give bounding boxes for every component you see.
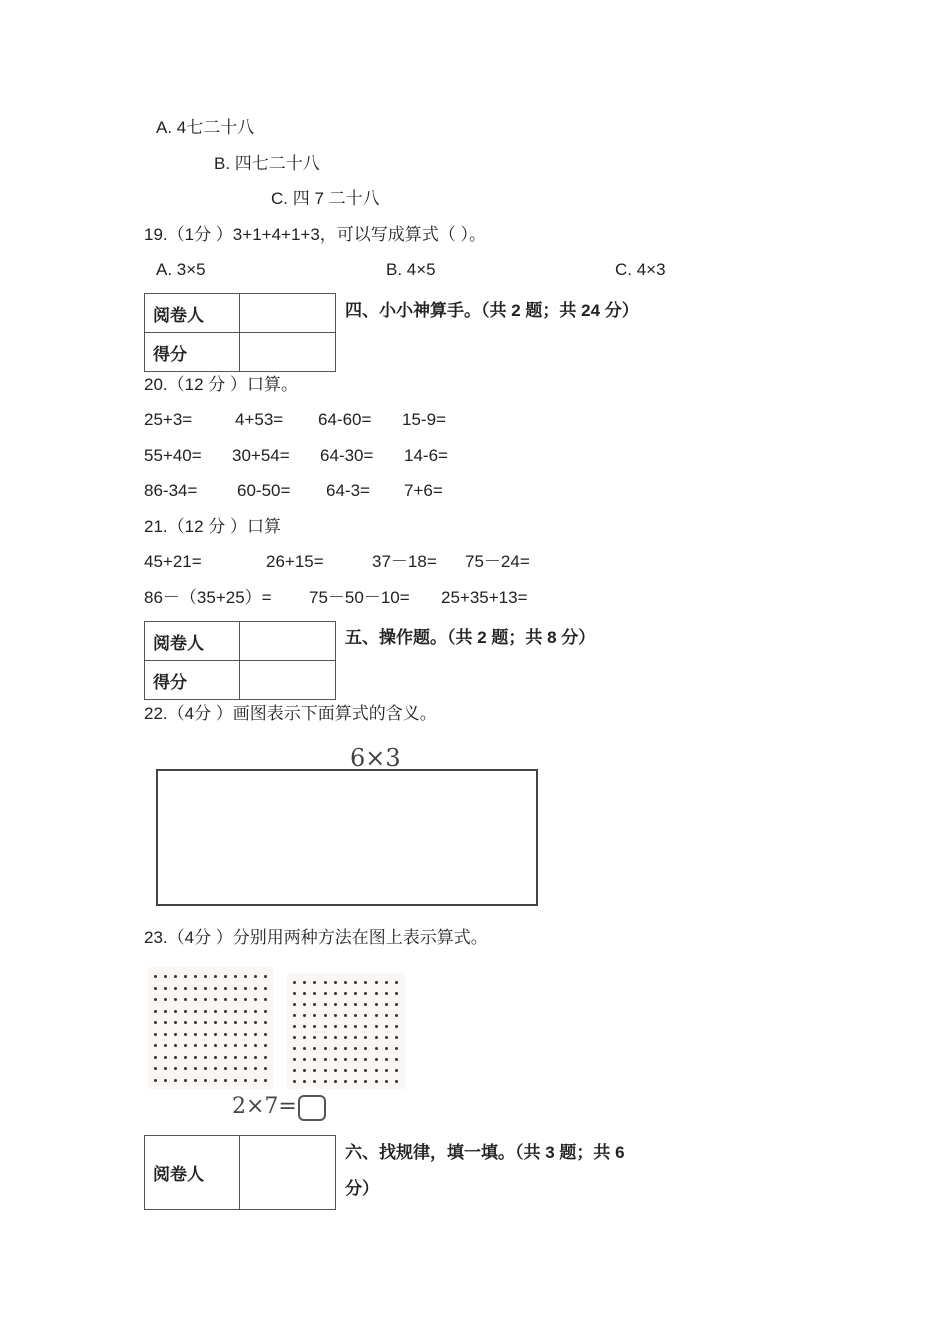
dot	[344, 992, 347, 995]
dot	[324, 981, 327, 984]
score-table	[144, 293, 336, 372]
dot-grid-left[interactable]	[148, 967, 273, 1089]
q20-item: 64-3=	[326, 481, 370, 500]
dot	[303, 1047, 306, 1050]
dot	[313, 992, 316, 995]
dot	[344, 1025, 347, 1028]
dot	[174, 1056, 177, 1059]
reviewer-cell	[240, 622, 336, 661]
q20-item: 86-34=	[144, 481, 198, 500]
dot	[204, 1021, 207, 1024]
dot	[244, 1021, 247, 1024]
dot-grid-right[interactable]	[287, 973, 405, 1089]
dot	[204, 975, 207, 978]
dot	[395, 992, 398, 995]
dot	[385, 1025, 388, 1028]
dot	[234, 975, 237, 978]
dot	[204, 1010, 207, 1013]
dot	[154, 1044, 157, 1047]
dot	[293, 1047, 296, 1050]
dot	[354, 1080, 357, 1083]
dot	[154, 975, 157, 978]
dot	[194, 987, 197, 990]
dot	[364, 1003, 367, 1006]
q22-stem: 22.（4分 ）画图表示下面算式的含义。	[144, 704, 437, 723]
q21-item: 45+21=	[144, 552, 202, 571]
dot	[174, 1010, 177, 1013]
dot	[234, 1010, 237, 1013]
dot	[204, 1067, 207, 1070]
dot	[204, 1079, 207, 1082]
q21-item: 37－18=	[372, 552, 437, 571]
q20-item: 64-60=	[318, 410, 372, 429]
dot	[364, 1080, 367, 1083]
dot	[254, 1021, 257, 1024]
dot	[224, 987, 227, 990]
dot	[385, 992, 388, 995]
dot	[364, 992, 367, 995]
reviewer-label: 阅卷人	[145, 622, 240, 661]
dot	[234, 1021, 237, 1024]
dot	[214, 998, 217, 1001]
dot	[224, 1067, 227, 1070]
dot	[254, 987, 257, 990]
dot	[324, 1058, 327, 1061]
dot	[224, 1044, 227, 1047]
dot	[324, 1047, 327, 1050]
dot	[375, 1080, 378, 1083]
dot	[194, 998, 197, 1001]
dot	[174, 975, 177, 978]
q21-item: 26+15=	[266, 552, 324, 571]
dot	[324, 1069, 327, 1072]
dot	[385, 1047, 388, 1050]
q20-item: 15-9=	[402, 410, 446, 429]
dot	[364, 1036, 367, 1039]
dot	[303, 981, 306, 984]
q21-item: 75－50－10=	[309, 588, 410, 607]
dot	[354, 1047, 357, 1050]
dot	[224, 975, 227, 978]
dot	[303, 1036, 306, 1039]
q20-item: 4+53=	[235, 410, 284, 429]
dot	[164, 1044, 167, 1047]
dot	[234, 998, 237, 1001]
dot	[334, 1025, 337, 1028]
q20-stem: 20.（12 分 ）口算。	[144, 375, 298, 394]
dot	[174, 1067, 177, 1070]
score-label: 得分	[145, 661, 240, 700]
dot	[154, 1067, 157, 1070]
dot	[303, 1058, 306, 1061]
dot	[184, 1021, 187, 1024]
dot	[174, 987, 177, 990]
q19-option-c: C. 4×3	[615, 260, 666, 279]
dot	[154, 1021, 157, 1024]
dot	[154, 1056, 157, 1059]
dot	[293, 1069, 296, 1072]
q23-stem: 23.（4分 ）分别用两种方法在图上表示算式。	[144, 928, 488, 947]
section-6-title-continued: 分）	[345, 1179, 379, 1198]
dot	[375, 1003, 378, 1006]
reviewer-cell	[240, 294, 336, 333]
dot	[324, 1025, 327, 1028]
dot	[204, 1033, 207, 1036]
section-4-title: 四、小小神算手。（共 2 题；共 24 分）	[345, 301, 639, 320]
dot	[174, 1079, 177, 1082]
score-label: 得分	[145, 333, 240, 372]
dot	[214, 1021, 217, 1024]
dot	[184, 1044, 187, 1047]
dot	[313, 1003, 316, 1006]
dot	[354, 992, 357, 995]
dot	[264, 1021, 267, 1024]
dot	[364, 981, 367, 984]
dot	[385, 1058, 388, 1061]
dot	[293, 1036, 296, 1039]
dot	[303, 1069, 306, 1072]
q21-item: 86－（35+25）=	[144, 588, 272, 607]
dot	[214, 1044, 217, 1047]
dot	[234, 1079, 237, 1082]
dot	[334, 1058, 337, 1061]
dot	[334, 1014, 337, 1017]
dot	[293, 1014, 296, 1017]
dot	[164, 987, 167, 990]
dot	[204, 998, 207, 1001]
dot	[244, 1056, 247, 1059]
dot	[194, 1044, 197, 1047]
dot	[354, 1014, 357, 1017]
dot	[375, 1036, 378, 1039]
dot	[313, 981, 316, 984]
dot	[224, 1079, 227, 1082]
dot	[385, 1014, 388, 1017]
dot	[334, 1069, 337, 1072]
reviewer-cell	[240, 1136, 336, 1210]
dot	[375, 1025, 378, 1028]
dot	[254, 1067, 257, 1070]
dot	[224, 1033, 227, 1036]
score-cell	[240, 333, 336, 372]
dot	[313, 1014, 316, 1017]
dot	[194, 1067, 197, 1070]
dot	[214, 1010, 217, 1013]
dot	[224, 1010, 227, 1013]
dot	[334, 1080, 337, 1083]
q20-item: 60-50=	[237, 481, 291, 500]
dot	[164, 1056, 167, 1059]
dot	[184, 1033, 187, 1036]
dot	[204, 1056, 207, 1059]
dot	[354, 1058, 357, 1061]
dot	[254, 1033, 257, 1036]
dot	[344, 1036, 347, 1039]
q20-item: 30+54=	[232, 446, 290, 465]
dot	[364, 1014, 367, 1017]
dot	[154, 987, 157, 990]
dot	[344, 1058, 347, 1061]
dot	[254, 998, 257, 1001]
dot	[174, 1044, 177, 1047]
dot	[164, 1021, 167, 1024]
answer-box[interactable]	[298, 1095, 326, 1121]
dot	[385, 1003, 388, 1006]
dot	[385, 981, 388, 984]
dot	[174, 1021, 177, 1024]
dot	[184, 1079, 187, 1082]
reviewer-label: 阅卷人	[145, 294, 240, 333]
dot	[344, 1069, 347, 1072]
dot	[354, 1025, 357, 1028]
dot	[234, 1033, 237, 1036]
dot	[254, 975, 257, 978]
dot	[174, 998, 177, 1001]
dot	[174, 1033, 177, 1036]
q21-item: 75－24=	[465, 552, 530, 571]
dot	[375, 1014, 378, 1017]
dot	[184, 1067, 187, 1070]
dot	[234, 987, 237, 990]
dot	[354, 1003, 357, 1006]
dot	[244, 1079, 247, 1082]
dot	[164, 1033, 167, 1036]
score-cell	[240, 661, 336, 700]
q18-option-c: C. 四 7 二十八	[271, 189, 380, 208]
dot	[344, 981, 347, 984]
dot	[334, 981, 337, 984]
q21-item: 25+35+13=	[441, 588, 528, 607]
dot	[254, 1044, 257, 1047]
dot	[164, 998, 167, 1001]
dot	[293, 981, 296, 984]
q20-item: 64-30=	[320, 446, 374, 465]
q22-expression: 6×3	[350, 744, 401, 772]
q20-item: 25+3=	[144, 410, 193, 429]
dot	[194, 1056, 197, 1059]
q19-option-b: B. 4×5	[386, 260, 436, 279]
dot	[224, 1021, 227, 1024]
dot	[385, 1080, 388, 1083]
section-6-title: 六、找规律，填一填。（共 3 题；共 6	[345, 1143, 625, 1162]
dot	[354, 981, 357, 984]
dot	[264, 1079, 267, 1082]
dot	[364, 1069, 367, 1072]
dot	[313, 1025, 316, 1028]
section-5-title: 五、操作题。（共 2 题；共 8 分）	[345, 628, 596, 647]
dot	[293, 1003, 296, 1006]
dot	[214, 1056, 217, 1059]
dot	[194, 975, 197, 978]
q18-option-b: B. 四七二十八	[214, 154, 320, 173]
dot	[324, 1014, 327, 1017]
dot	[293, 1058, 296, 1061]
dot	[164, 975, 167, 978]
dot	[334, 992, 337, 995]
dot	[184, 975, 187, 978]
dot	[313, 1047, 316, 1050]
dot	[234, 1056, 237, 1059]
dot	[324, 1036, 327, 1039]
dot	[375, 1058, 378, 1061]
dot	[154, 1010, 157, 1013]
dot	[385, 1069, 388, 1072]
q20-item: 14-6=	[404, 446, 448, 465]
dot	[264, 998, 267, 1001]
dot	[303, 1014, 306, 1017]
dot	[214, 975, 217, 978]
dot	[194, 1079, 197, 1082]
q19-option-a: A. 3×5	[156, 260, 206, 279]
dot	[313, 1058, 316, 1061]
dot	[395, 1069, 398, 1072]
dot	[194, 1010, 197, 1013]
dot	[395, 1080, 398, 1083]
dot	[164, 1079, 167, 1082]
dot	[224, 998, 227, 1001]
dot	[244, 1067, 247, 1070]
dot	[264, 1033, 267, 1036]
dot	[375, 981, 378, 984]
dot	[293, 992, 296, 995]
dot	[395, 1047, 398, 1050]
dot	[254, 1056, 257, 1059]
dot	[204, 987, 207, 990]
dot	[385, 1036, 388, 1039]
dot	[334, 1036, 337, 1039]
q20-item: 7+6=	[404, 481, 443, 500]
dot	[264, 975, 267, 978]
q23-expression: 2×7=	[232, 1094, 297, 1119]
dot	[324, 992, 327, 995]
dot	[395, 1036, 398, 1039]
dot	[154, 1033, 157, 1036]
dot	[364, 1058, 367, 1061]
dot	[264, 1056, 267, 1059]
dot	[264, 1010, 267, 1013]
dot	[214, 987, 217, 990]
drawing-box[interactable]	[156, 769, 538, 906]
dot	[184, 987, 187, 990]
dot	[184, 998, 187, 1001]
dot	[214, 1033, 217, 1036]
dot	[354, 1036, 357, 1039]
dot	[395, 981, 398, 984]
dot	[303, 1080, 306, 1083]
dot	[214, 1079, 217, 1082]
dot	[293, 1080, 296, 1083]
dot	[234, 1067, 237, 1070]
dot	[244, 975, 247, 978]
dot	[344, 1014, 347, 1017]
dot	[244, 1044, 247, 1047]
dot	[194, 1033, 197, 1036]
dot	[395, 1014, 398, 1017]
score-table	[144, 1135, 336, 1210]
dot	[303, 992, 306, 995]
dot	[303, 1003, 306, 1006]
dot	[254, 1079, 257, 1082]
dot	[164, 1067, 167, 1070]
dot	[375, 992, 378, 995]
dot	[194, 1021, 197, 1024]
dot	[293, 1025, 296, 1028]
dot	[313, 1069, 316, 1072]
dot	[334, 1003, 337, 1006]
dot	[375, 1047, 378, 1050]
dot	[313, 1080, 316, 1083]
dot	[324, 1003, 327, 1006]
dot	[364, 1025, 367, 1028]
dot	[375, 1069, 378, 1072]
dot	[244, 1010, 247, 1013]
dot	[164, 1010, 167, 1013]
dot	[254, 1010, 257, 1013]
dot	[354, 1069, 357, 1072]
dot	[264, 1044, 267, 1047]
q21-stem: 21.（12 分 ）口算	[144, 517, 281, 536]
dot	[395, 1025, 398, 1028]
dot	[313, 1036, 316, 1039]
dot	[395, 1003, 398, 1006]
dot	[324, 1080, 327, 1083]
q20-item: 55+40=	[144, 446, 202, 465]
q19-stem: 19.（1分 ）3+1+4+1+3，可以写成算式（ ）。	[144, 225, 487, 244]
dot	[244, 998, 247, 1001]
dot	[214, 1067, 217, 1070]
dot	[224, 1056, 227, 1059]
dot	[344, 1080, 347, 1083]
dot	[184, 1010, 187, 1013]
dot	[154, 998, 157, 1001]
dot	[244, 1033, 247, 1036]
dot	[395, 1058, 398, 1061]
dot	[344, 1003, 347, 1006]
reviewer-label: 阅卷人	[145, 1136, 240, 1210]
dot	[264, 1067, 267, 1070]
dot	[334, 1047, 337, 1050]
dot	[154, 1079, 157, 1082]
dot	[364, 1047, 367, 1050]
dot	[264, 987, 267, 990]
dot	[234, 1044, 237, 1047]
dot	[303, 1025, 306, 1028]
score-table	[144, 621, 336, 700]
dot	[184, 1056, 187, 1059]
dot	[344, 1047, 347, 1050]
q18-option-a: A. 4七二十八	[156, 118, 255, 137]
dot	[244, 987, 247, 990]
dot	[204, 1044, 207, 1047]
